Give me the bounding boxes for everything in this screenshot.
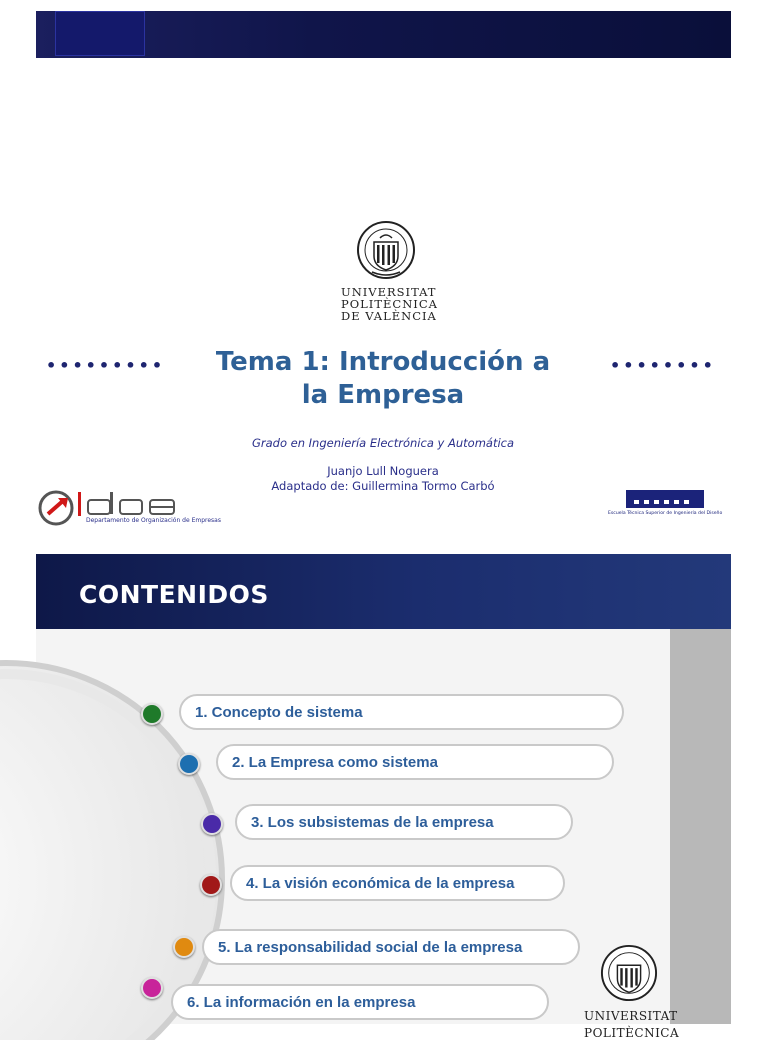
contents-slide	[36, 554, 731, 1040]
bullet-ball-3	[201, 813, 223, 835]
university-small-line-2: POLITÈCNICA	[584, 1026, 680, 1040]
bullet-ball-6	[141, 977, 163, 999]
contents-item-label: 3. Los subsistemas de la empresa	[251, 814, 494, 831]
contents-item-label: 6. La información en la empresa	[187, 994, 416, 1011]
upv-seal-icon	[600, 944, 658, 1002]
banner-square	[55, 11, 145, 56]
etsid-caption: Escuela Técnica Superior de Ingeniería del Diseño	[608, 511, 723, 516]
upv-seal-icon	[356, 220, 416, 280]
etsid-logo	[606, 490, 724, 526]
contents-item-3[interactable]	[235, 804, 573, 840]
upv-logo-small	[584, 944, 680, 1040]
dots-left: •••••••••	[46, 356, 166, 375]
contents-item-4[interactable]	[230, 865, 565, 901]
adapted-from: Adaptado de: Guillermina Tormo Carbó	[271, 479, 495, 493]
contents-item-label: 4. La visión económica de la empresa	[246, 875, 515, 892]
bullet-ball-5	[173, 936, 195, 958]
university-line-2: POLITÈCNICA	[341, 297, 438, 311]
university-line-3: DE VALÈNCIA	[341, 309, 437, 323]
side-grey-bar	[670, 629, 731, 1024]
contents-item-label: 2. La Empresa como sistema	[232, 754, 438, 771]
slide-title	[180, 346, 586, 412]
title-line-1: Tema 1: Introducción a	[215, 347, 551, 377]
contents-item-5[interactable]	[202, 929, 580, 965]
degree-subtitle: Grado en Ingeniería Electrónica y Automática	[251, 436, 515, 450]
contents-header	[36, 554, 731, 629]
upv-logo	[341, 220, 438, 323]
university-line-1: UNIVERSITAT	[341, 285, 437, 299]
university-small-line-1: UNIVERSITAT	[584, 1009, 678, 1023]
top-banner	[36, 11, 731, 58]
contents-item-label: 5. La responsabilidad social de la empresa	[218, 939, 523, 956]
university-name	[341, 285, 438, 323]
author-name: Juanjo Lull Noguera	[327, 464, 439, 478]
contents-heading: CONTENIDOS	[79, 580, 269, 609]
bullet-ball-1	[141, 703, 163, 725]
dots-right: ••••••••	[610, 356, 716, 375]
author-block	[180, 464, 586, 494]
contents-item-6[interactable]	[171, 984, 549, 1020]
contents-item-2[interactable]	[216, 744, 614, 780]
bullet-ball-4	[200, 874, 222, 896]
contents-item-label: 1. Concepto de sistema	[195, 704, 363, 721]
bullet-ball-2	[178, 753, 200, 775]
title-line-2: la Empresa	[301, 380, 465, 410]
doe-caption: Departamento de Organización de Empresas	[86, 517, 221, 524]
contents-item-1[interactable]	[179, 694, 624, 730]
